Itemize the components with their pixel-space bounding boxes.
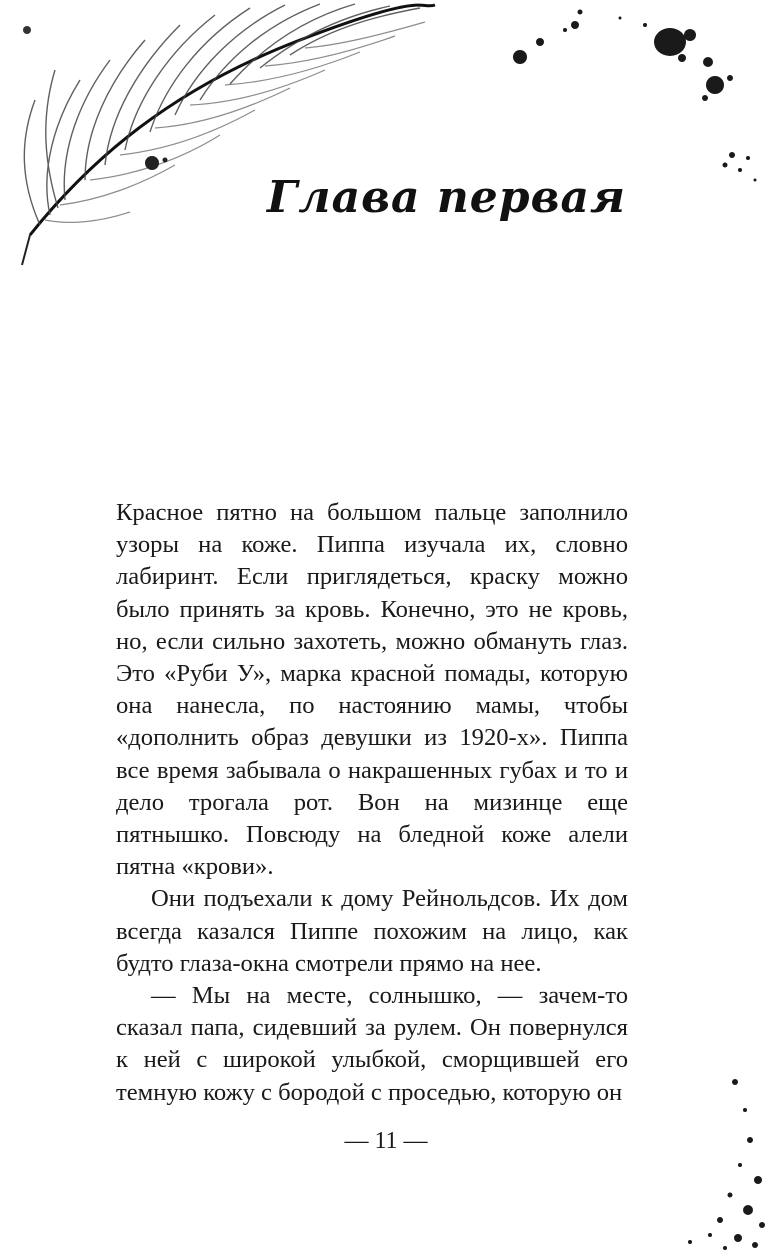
paragraph-1: Красное пятно на большом пальце заполнило узоры на коже. Пиппа изучала их, словно лабиринт. Если приглядеться, краску можно было принять за кровь. Конечно, это не кровь, но, если сильно захотеть, можно обмануть глаз. Это «Руби У», марка красной помады, которую она нанесла, по настоянию мамы, чтобы «дополнить образ девушки из 1920-х». Пиппа все время забывала о накрашенных губах и то и дело трогала рот. Вон на мизинце еще пятнышко. Повсюду на бледной коже алели пятна «крови». [116,499,628,881]
body-text [116,497,628,1109]
ink-splatter-bottom [650,1070,772,1252]
chapter-title: Глава первая [267,172,626,223]
paragraph-3: — Мы на месте, солнышко, — зачем-то сказал папа, сидевший за рулем. Он повернулся к ней с широкой улыбкой, сморщившей его темную кожу с бородой с проседью, которую он [116,982,628,1106]
page-number: — 11 — [344,1128,428,1154]
paragraph-2: Они подъехали к дому Рейнольдсов. Их дом всегда казался Пиппе похожим на лицо, как будто глаза-окна смотрели прямо на нее. [116,885,628,977]
feather-illustration [0,0,440,300]
ink-splatter-top [500,0,772,200]
